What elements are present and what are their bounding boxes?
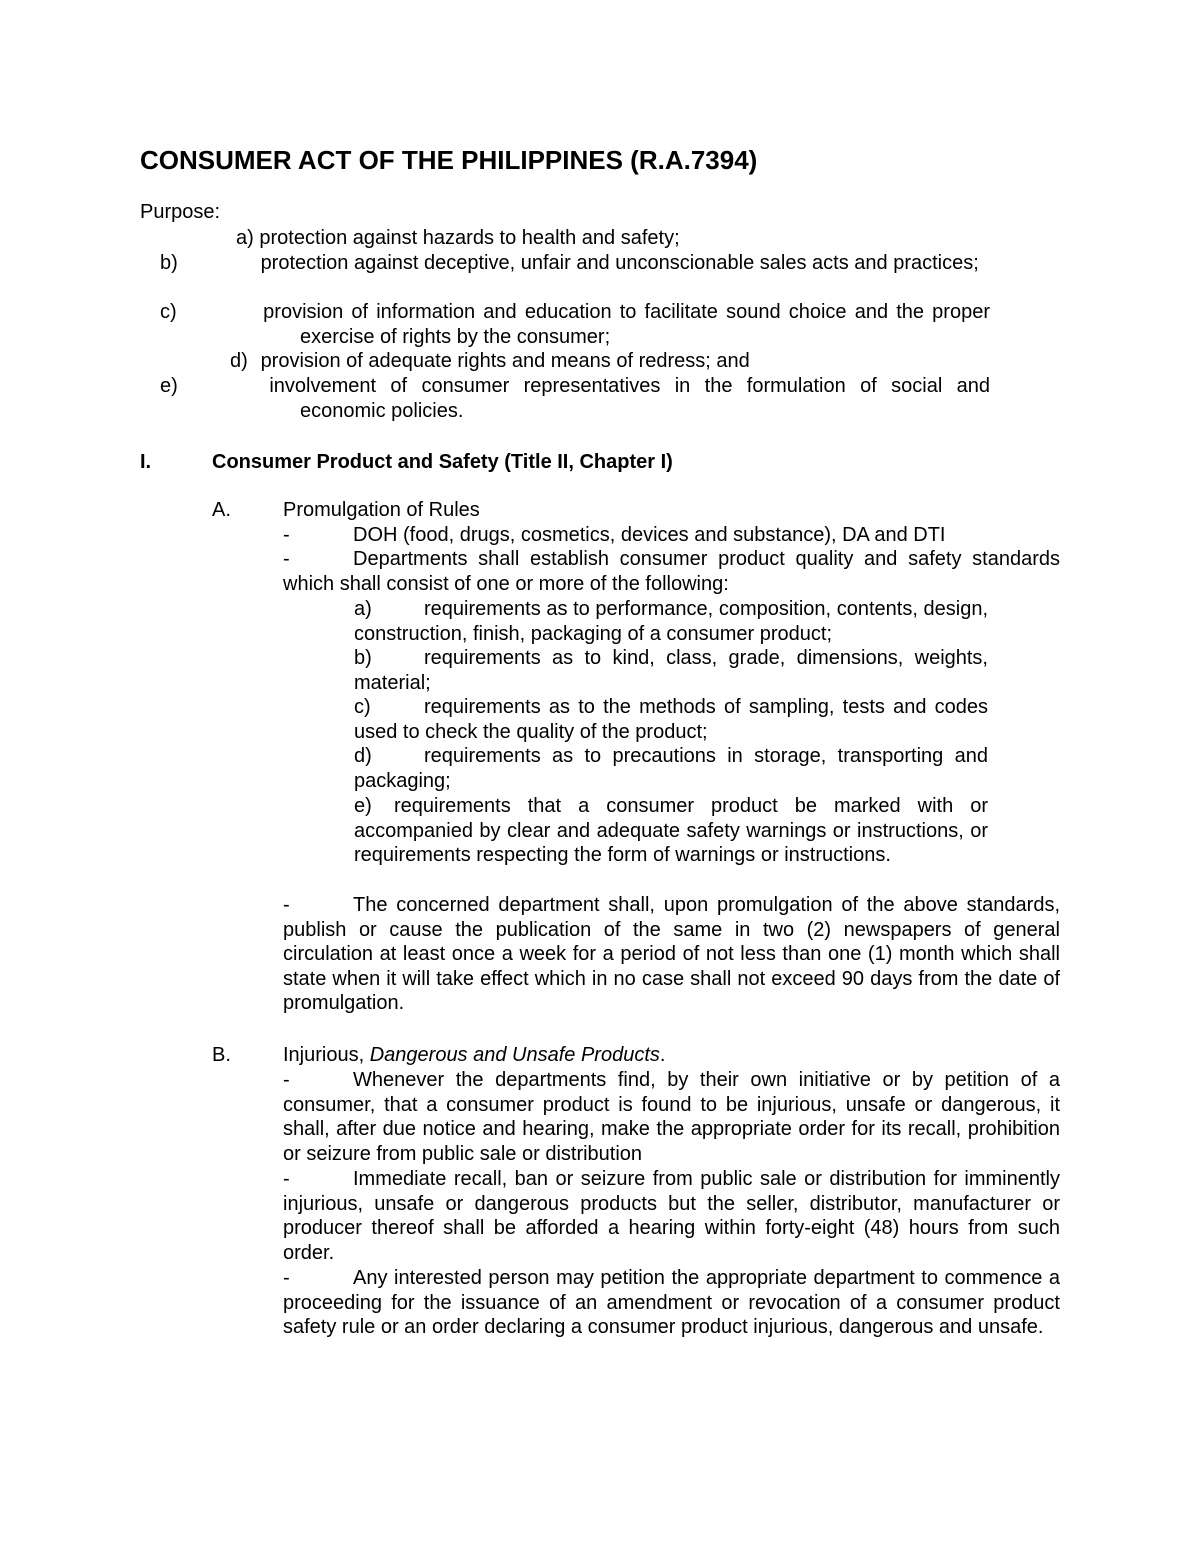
bullet-petition	[283, 1266, 1060, 1340]
requirement-a	[354, 597, 988, 646]
purpose-item-label: e)	[160, 375, 178, 397]
requirement-text: requirements as to kind, class, grade, dimensions, weights, material;	[354, 647, 988, 694]
heading-end: .	[659, 1044, 666, 1066]
bullet-text: The concerned department shall, upon promulgation of the above standards, publish or cause the publication of the same in two (2) newspapers of general circulation at least once a week for a period of not less than one (1) month which shall state when it will take effect which in no case shall not exceed 90 days from the date of promulgation.	[283, 894, 1060, 1015]
requirement-label: b)	[354, 647, 372, 669]
subsection-heading-b	[283, 1043, 665, 1068]
purpose-item-text: involvement of consumer representatives in the formulation of social and economic policies.	[269, 375, 990, 422]
dash-marker: -	[283, 894, 290, 916]
bullet-departments	[283, 547, 1060, 596]
dash-marker: -	[283, 1168, 290, 1190]
document-title: CONSUMER ACT OF THE PHILIPPINES (R.A.7394)	[140, 145, 758, 175]
purpose-item-text: provision of information and education to facilitate sound choice and the proper exercise of rights by the consumer;	[263, 301, 990, 348]
requirement-label: a)	[354, 598, 372, 620]
bullet-publication	[283, 893, 1060, 1016]
purpose-item-d	[230, 349, 990, 374]
subsection-letter-b: B.	[212, 1044, 231, 1066]
purpose-item-text: protection against hazards to health and safety;	[259, 227, 680, 249]
purpose-item-text: provision of adequate rights and means of redress; and	[260, 350, 750, 372]
purpose-item-text: protection against deceptive, unfair and unconscionable sales acts and practices;	[260, 252, 979, 274]
dash-marker: -	[283, 1267, 290, 1289]
requirement-label: e)	[354, 795, 372, 817]
purpose-item-label: b)	[160, 252, 178, 274]
bullet-text: DOH (food, drugs, cosmetics, devices and substance), DA and DTI	[353, 524, 946, 546]
purpose-item-b	[160, 251, 990, 276]
requirement-b	[354, 646, 988, 695]
requirement-text: requirements as to the methods of sampling, tests and codes used to check the quality of the product;	[354, 696, 988, 743]
requirement-text: requirements as to performance, composition, contents, design, construction, finish, packaging of a consumer product;	[354, 598, 988, 645]
dash-marker: -	[283, 548, 290, 570]
bullet-immediate-recall	[283, 1167, 1060, 1265]
requirement-text: requirements that a consumer product be marked with or accompanied by clear and adequate safety warnings or instructions, or requirements respecting the form of warnings or instructions.	[354, 795, 988, 867]
heading-italic: Dangerous and Unsafe Products	[369, 1044, 660, 1066]
requirement-e	[354, 794, 988, 868]
dash-marker: -	[283, 1069, 290, 1091]
subsection-heading-a: Promulgation of Rules	[283, 499, 480, 521]
purpose-item-e	[160, 374, 990, 423]
section-heading: Consumer Product and Safety (Title II, Chapter I)	[212, 451, 673, 473]
purpose-item-c	[160, 300, 990, 349]
requirement-label: d)	[354, 745, 372, 767]
bullet-text: Whenever the departments find, by their own initiative or by petition of a consumer, that a consumer product is found to be injurious, unsafe or dangerous, it shall, after due notice and hearing, make the appropriate order for its recall, prohibition or seizure from public sale or distribution	[283, 1069, 1060, 1165]
bullet-doh	[283, 523, 1060, 548]
purpose-item-label: c)	[160, 301, 177, 323]
section-number: I.	[140, 451, 152, 473]
requirement-c	[354, 695, 988, 744]
purpose-item-label: d)	[230, 350, 248, 372]
purpose-label: Purpose:	[140, 201, 221, 223]
dash-marker: -	[283, 524, 290, 546]
bullet-text: Departments shall establish consumer product quality and safety standards which shall consist of one or more of the following:	[283, 548, 1060, 595]
requirement-d	[354, 744, 988, 793]
bullet-text: Immediate recall, ban or seizure from public sale or distribution for imminently injurious, unsafe or dangerous products but the seller, distributor, manufacturer or producer thereof shall be afforded a hearing within forty-eight (48) hours from such order.	[283, 1168, 1060, 1264]
heading-plain: Injurious,	[283, 1044, 370, 1066]
purpose-item-a	[236, 226, 996, 251]
subsection-letter-a: A.	[212, 499, 231, 521]
requirement-text: requirements as to precautions in storage, transporting and packaging;	[354, 745, 988, 792]
purpose-item-label: a)	[236, 227, 254, 249]
bullet-recall-order	[283, 1068, 1060, 1166]
bullet-text: Any interested person may petition the appropriate department to commence a proceeding for the issuance of an amendment or revocation of a consumer product safety rule or an order declaring a consumer product injurious, dangerous and unsafe.	[283, 1267, 1060, 1339]
requirement-label: c)	[354, 696, 371, 718]
